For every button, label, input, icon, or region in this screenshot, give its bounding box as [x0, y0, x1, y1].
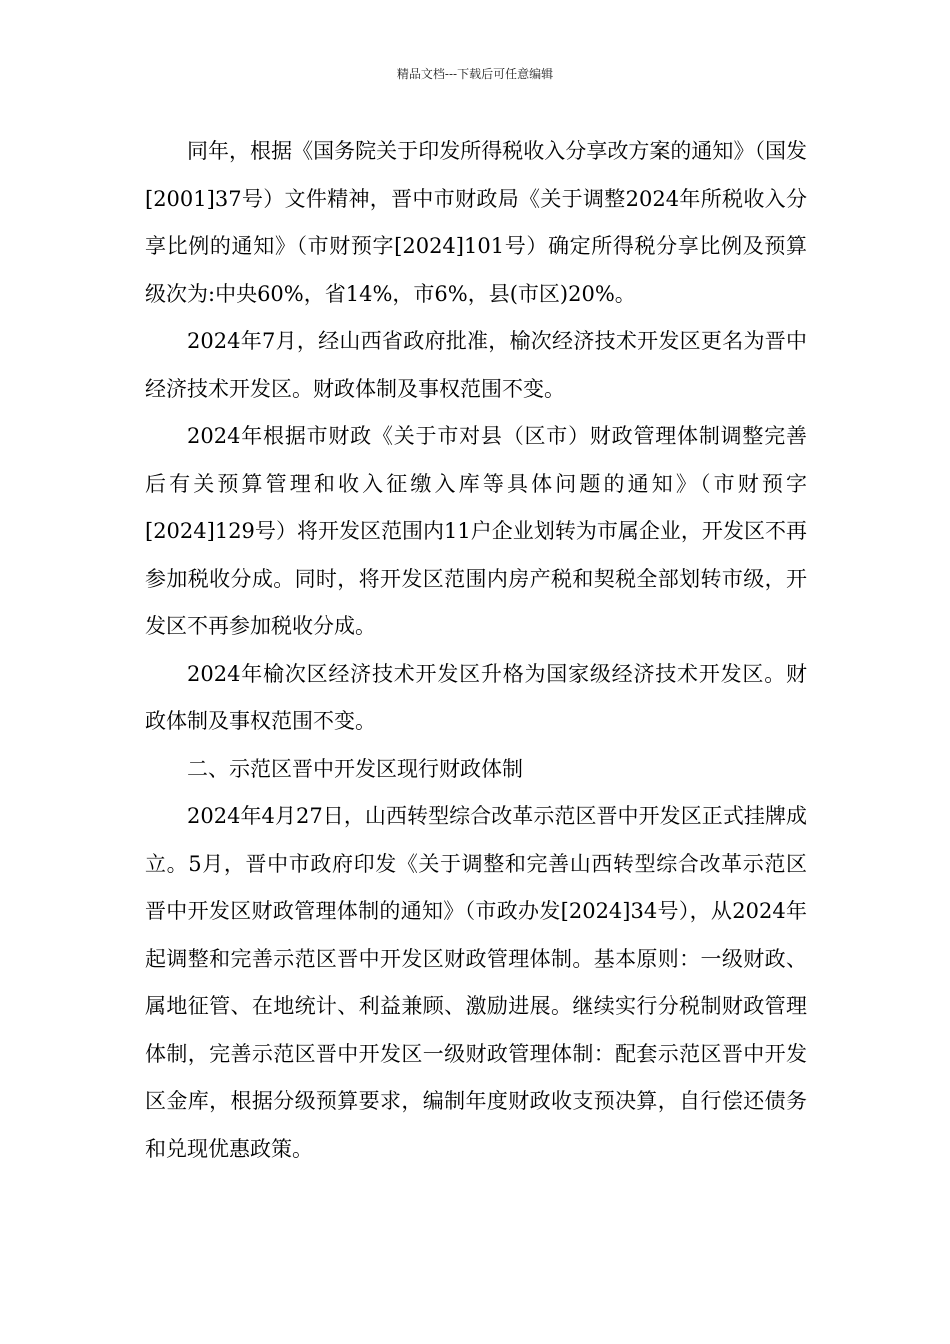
page-header: 精品文档---下载后可任意编辑	[396, 67, 554, 81]
paragraph-enterprise-transfer: 2024年根据市财政《关于市对县（区市）财政管理体制调整完善后有关预算管理和收入征缴入库等具体问题的通知》（市财预字[2024]129号）将开发区范围内11户企业划转为市属企业，开发区不再参加税收分成。同时，将开发区范围内房产税和契税全部划转市级，开发区不再参加税收分成。	[145, 424, 807, 638]
paragraph-income-tax-sharing: 同年，根据《国务院关于印发所得税收入分享改方案的通知》（国发[2001]37号）文件精神，晋中市财政局《关于调整2024年所税收入分享比例的通知》（市财预字[2024]101号）确定所得税分享比例及预算级次为:中央60%，省14%，市6%，县(市区)20%。	[145, 139, 807, 306]
section-heading-current-system: 二、示范区晋中开发区现行财政体制	[187, 756, 523, 781]
paragraph-national-upgrade: 2024年榆次区经济技术开发区升格为国家级经济技术开发区。财政体制及事权范围不变。	[145, 661, 807, 733]
document-body	[145, 128, 807, 1173]
paragraph-zone-renamed: 2024年7月，经山西省政府批准，榆次经济技术开发区更名为晋中经济技术开发区。财政体制及事权范围不变。	[145, 329, 807, 401]
paragraph-demonstration-zone: 2024年4月27日，山西转型综合改革示范区晋中开发区正式挂牌成立。5月，晋中市政府印发《关于调整和完善山西转型综合改革示范区晋中开发区财政管理体制的通知》（市政办发[2024]34号），从2024年起调整和完善示范区晋中开发区财政管理体制。基本原则：一级财政、属地征管、在地统计、利益兼顾、激励进展。继续实行分税制财政管理体制，完善示范区晋中开发区一级财政管理体制：配套示范区晋中开发区金库，根据分级预算要求，编制年度财政收支预决算，自行偿还债务和兑现优惠政策。	[145, 804, 807, 1161]
